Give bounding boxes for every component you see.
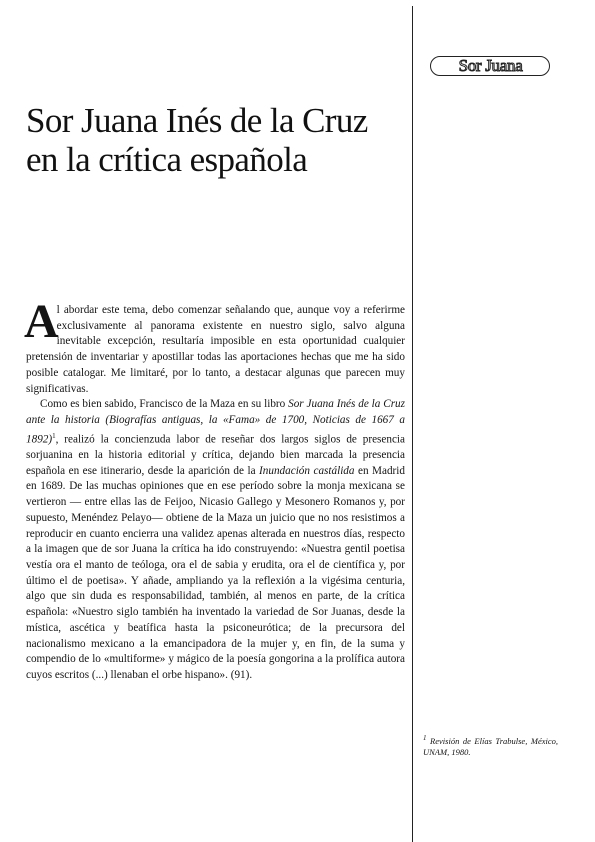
paragraph-2-text-c: en Madrid en 1689. De las muchas opiniones que en ese período sobre la monja mexicana se vertieron — entre ellas las de Feijoo, Nicasio Gallego y Mesonero Romanos y, por supuesto, Menéndez Pelayo— obtiene de la Maza un juicio que no nos resistimos a reproducir en cuanto encierra una validez apenas alterada en nuestros días, respecto a la imagen que de sor Juana la crítica ha ido construyendo: «Nuestra gentil poetisa vestía ora el manto de teóloga, ora el de sabia y erudita, ora el de científica y, por último el de poetisa». Y añade, ampliando ya la reflexión a la vigésima centuria, algo que sin duda es responsabilidad, también, al menos en parte, de la crítica española: «Nuestro siglo también ha inventado la variedad de Sor Juanas, desde la mística, ascética y beatífica hasta la psiconeurótica; de la precursora del nacionalismo mexicano a la emancipadora de la mujer y, en fin, de la suma y compendio de lo «multiforme» y mágico de la poesía gongorina a la prolífica autora cuyos escritos (...) llenaban el orbe hispano». (91). xyxy=(26,464,405,681)
paragraph-1-text: l abordar este tema, debo comenzar señalando que, aunque voy a referirme exclusivamente al panorama existente en nuestro siglo, salvo alguna inevitable excepción, resultaría imposible en esta oportunidad cualquier pretensión de inventariar y apostillar todas las aportaciones hechas que me ha sido posible catalogar. Me limitaré, por lo tanto, a destacar algunas que parecen muy significativas. xyxy=(26,304,405,395)
article-body xyxy=(24,295,405,684)
paragraph-2 xyxy=(26,397,405,683)
article-title: Sor Juana Inés de la Cruz en la crítica española xyxy=(26,101,368,179)
footnote-ref: 1 xyxy=(52,431,56,440)
footnote xyxy=(423,733,558,758)
drop-cap: A xyxy=(24,295,55,348)
book-title: Sor Juana Inés de la Cruz ante la historia (Biografías antiguas, la «Fama» de 1700, Noticias de 1667 a 1892) xyxy=(26,398,405,446)
work-title: Inundación castálida xyxy=(259,464,355,477)
paragraph-1 xyxy=(24,295,405,397)
paragraph-2-text-b: , realizó la concienzuda labor de reseñar dos largos siglos de presencia sorjuanina en la historia editorial y crítica, dejando bien marcada la presencia española en ese itinerario, desde la aparición de la xyxy=(26,433,405,477)
paragraph-2-text-a: Como es bien sabido, Francisco de la Maza en su libro xyxy=(40,398,289,411)
sor-juana-badge xyxy=(430,56,550,76)
badge-text: Sor Juana xyxy=(458,56,523,75)
column-divider-rule xyxy=(412,6,413,842)
footnote-mark: 1 xyxy=(423,734,427,742)
footnote-text: Revisión de Elías Trabulse, México, UNAM, 1980. xyxy=(423,735,558,757)
